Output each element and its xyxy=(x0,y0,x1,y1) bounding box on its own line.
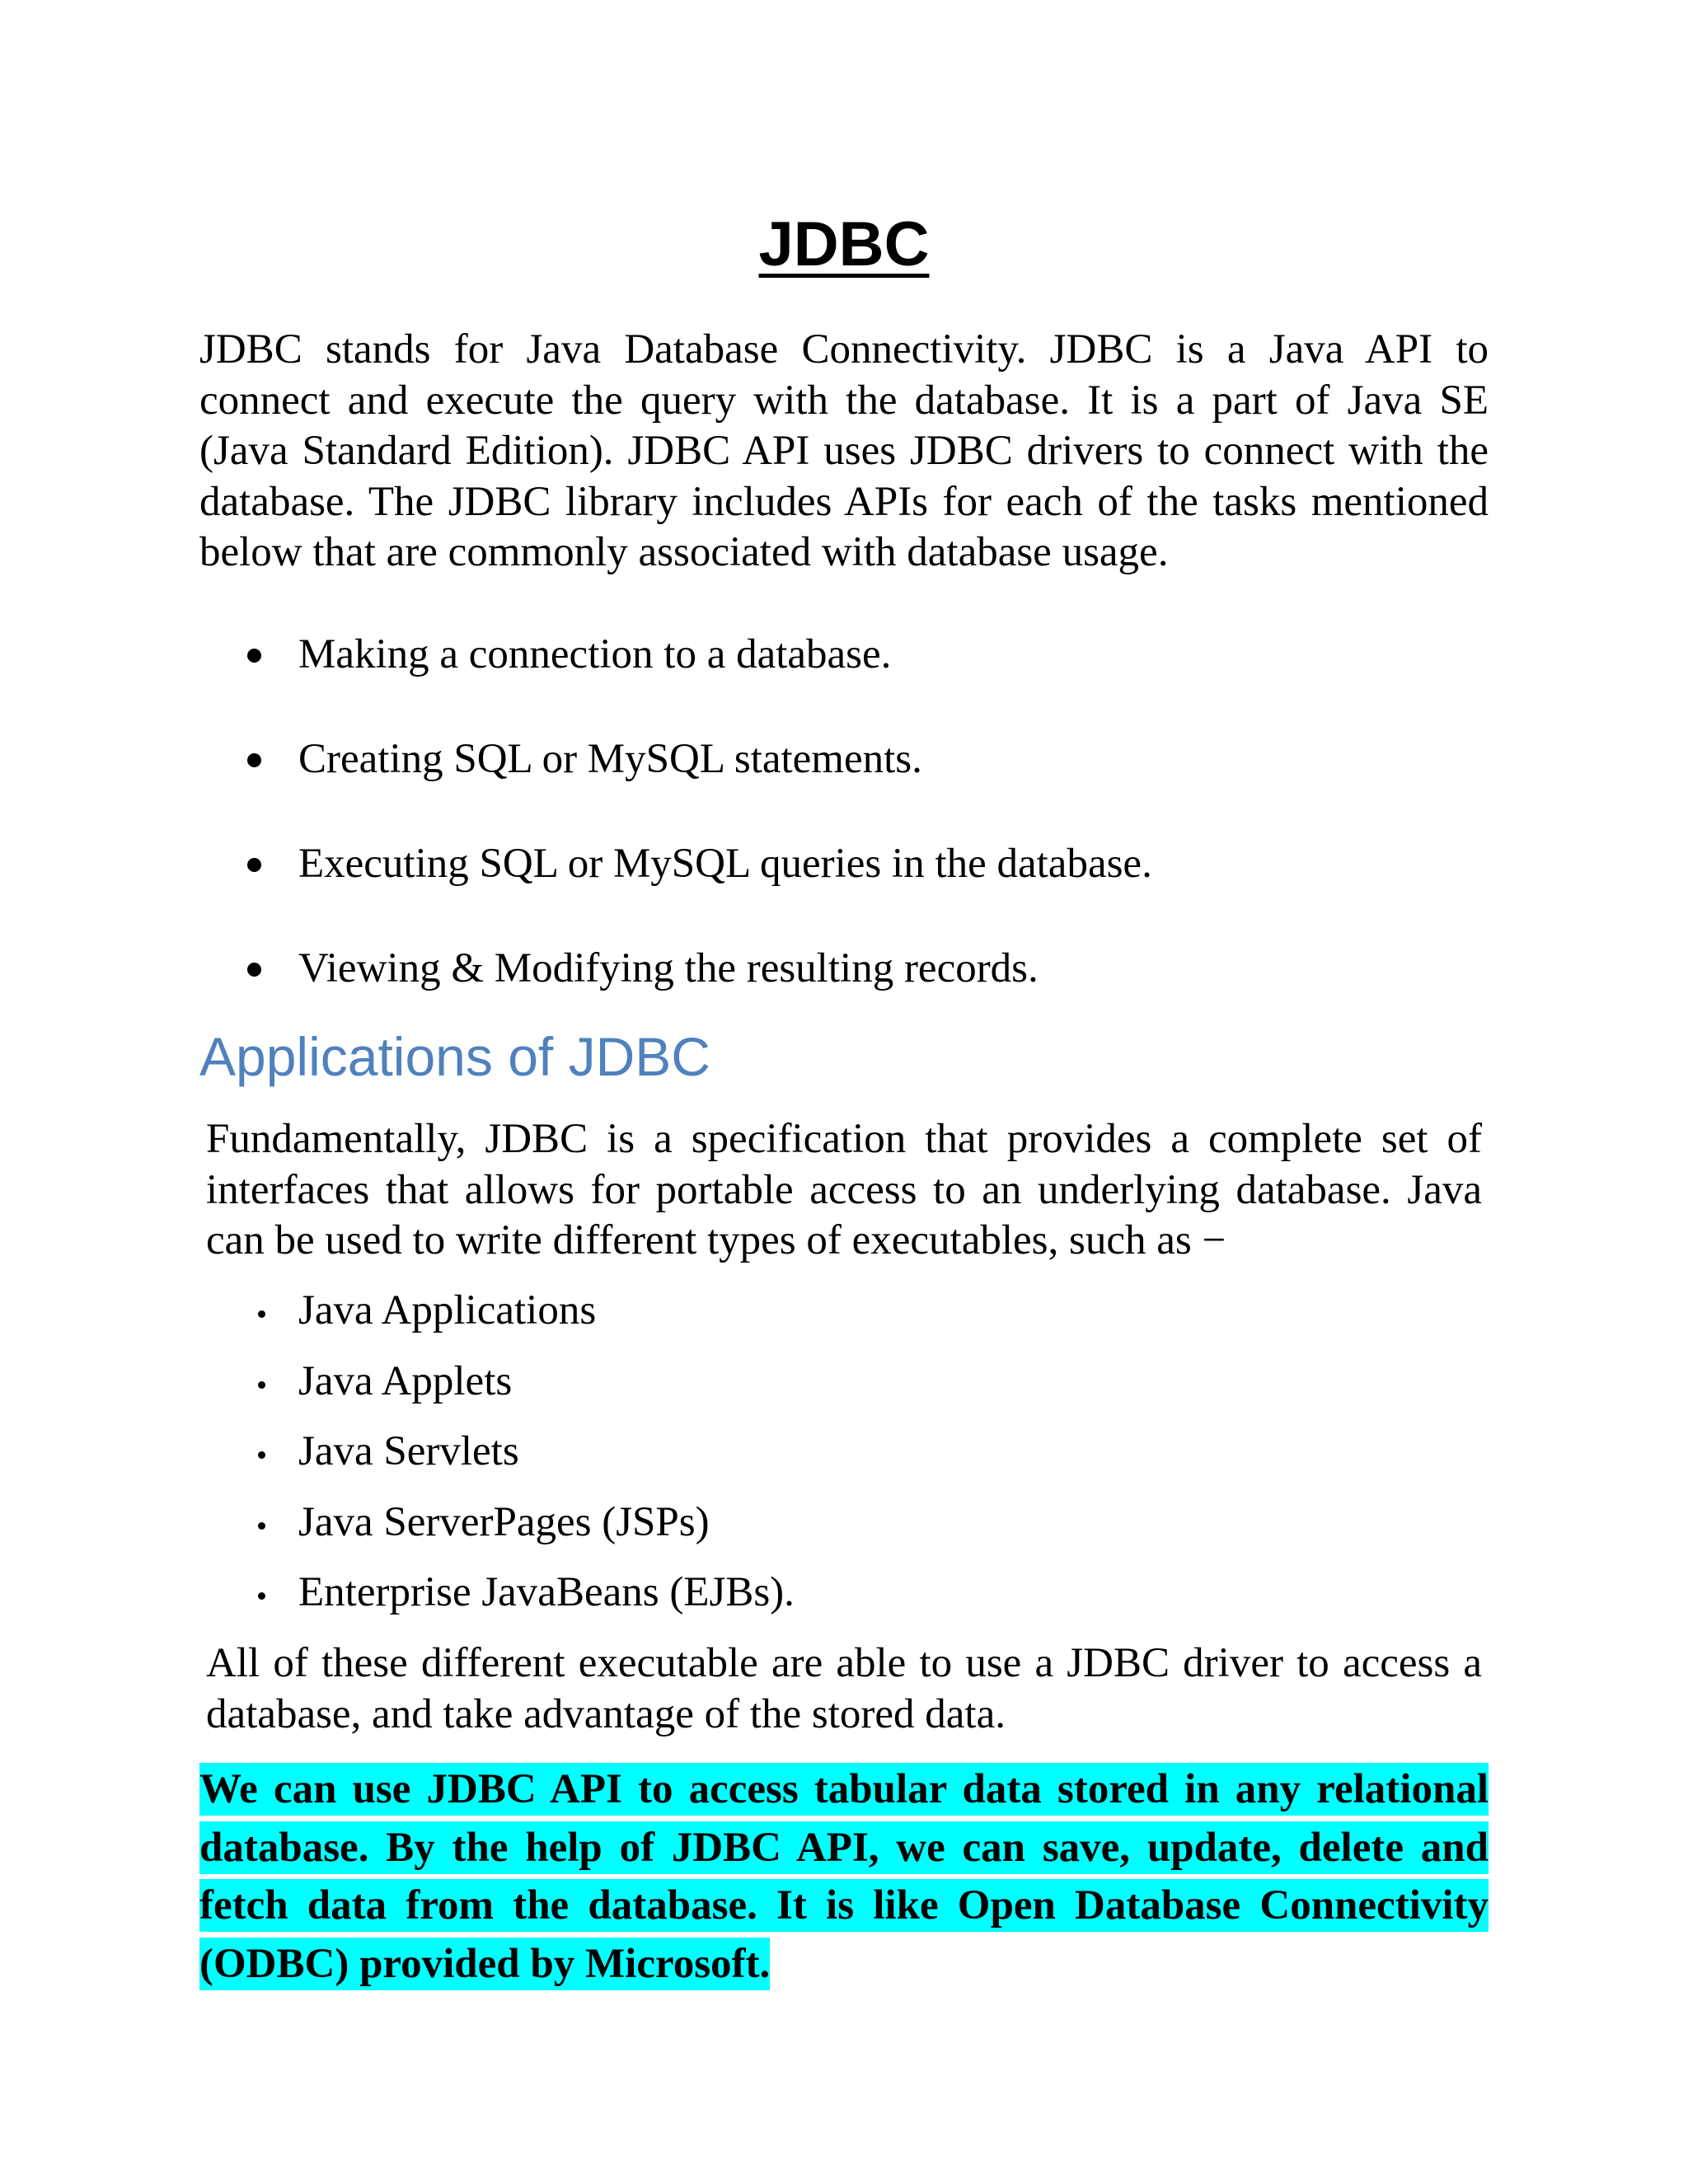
bullet-icon xyxy=(258,1522,265,1530)
list-item xyxy=(206,1427,1482,1497)
page-title-text: JDBC xyxy=(758,209,930,279)
executable-text: Java ServerPages (JSPs) xyxy=(298,1498,710,1545)
task-text: Executing SQL or MySQL queries in the database. xyxy=(298,841,1152,887)
summary-paragraph: All of these different executable are able to use a JDBC driver to access a database, and take advantage of the stored data. xyxy=(206,1640,1482,1737)
list-item xyxy=(206,1568,1482,1638)
executable-text: Java Servlets xyxy=(298,1428,519,1474)
bullet-icon xyxy=(258,1381,265,1389)
list-item xyxy=(206,1497,1482,1568)
executable-text: Java Applications xyxy=(298,1287,597,1333)
section-heading: Applications of JDBC xyxy=(199,1026,710,1087)
highlighted-paragraph xyxy=(199,1760,1489,1993)
applications-intro-paragraph: Fundamentally, JDBC is a specification that provides a complete set of interfaces that allows for portable access to an underlying database. Java can be used to write different types of executables, such as − xyxy=(206,1116,1482,1263)
executable-text: Enterprise JavaBeans (EJBs). xyxy=(298,1569,795,1615)
bullet-icon xyxy=(247,963,261,977)
executable-text: Java Applets xyxy=(298,1357,513,1404)
list-item xyxy=(199,734,1489,839)
bullet-icon xyxy=(247,858,261,872)
task-text: Creating SQL or MySQL statements. xyxy=(298,736,922,782)
bullet-icon xyxy=(247,753,261,767)
highlighted-text: We can use JDBC API to access tabular data stored in any relational database. By the help of JDBC API, we can save, update, delete and fetch data from the database. It is like Open Database Connectivity (ODBC) provided by Microsoft. xyxy=(199,1763,1489,1990)
task-text: Making a connection to a database. xyxy=(298,631,892,677)
bullet-icon xyxy=(258,1310,265,1318)
bullet-icon xyxy=(258,1592,265,1600)
bullet-icon xyxy=(247,649,261,663)
list-item xyxy=(206,1357,1482,1427)
list-item xyxy=(206,1286,1482,1357)
intro-paragraph: JDBC stands for Java Database Connectivity. JDBC is a Java API to connect and execute the query with the database. It is a part of Java SE (Java Standard Edition). JDBC API uses JDBC drivers to connect with the database. The JDBC library includes APIs for each of the tasks mentioned below that are commonly associated with database usage. xyxy=(199,326,1489,575)
task-list xyxy=(199,630,1489,1048)
bullet-icon xyxy=(258,1451,265,1459)
task-text: Viewing & Modifying the resulting records. xyxy=(298,945,1039,991)
list-item xyxy=(199,839,1489,944)
executables-list xyxy=(206,1286,1482,1638)
page-title xyxy=(0,208,1688,282)
list-item xyxy=(199,630,1489,734)
